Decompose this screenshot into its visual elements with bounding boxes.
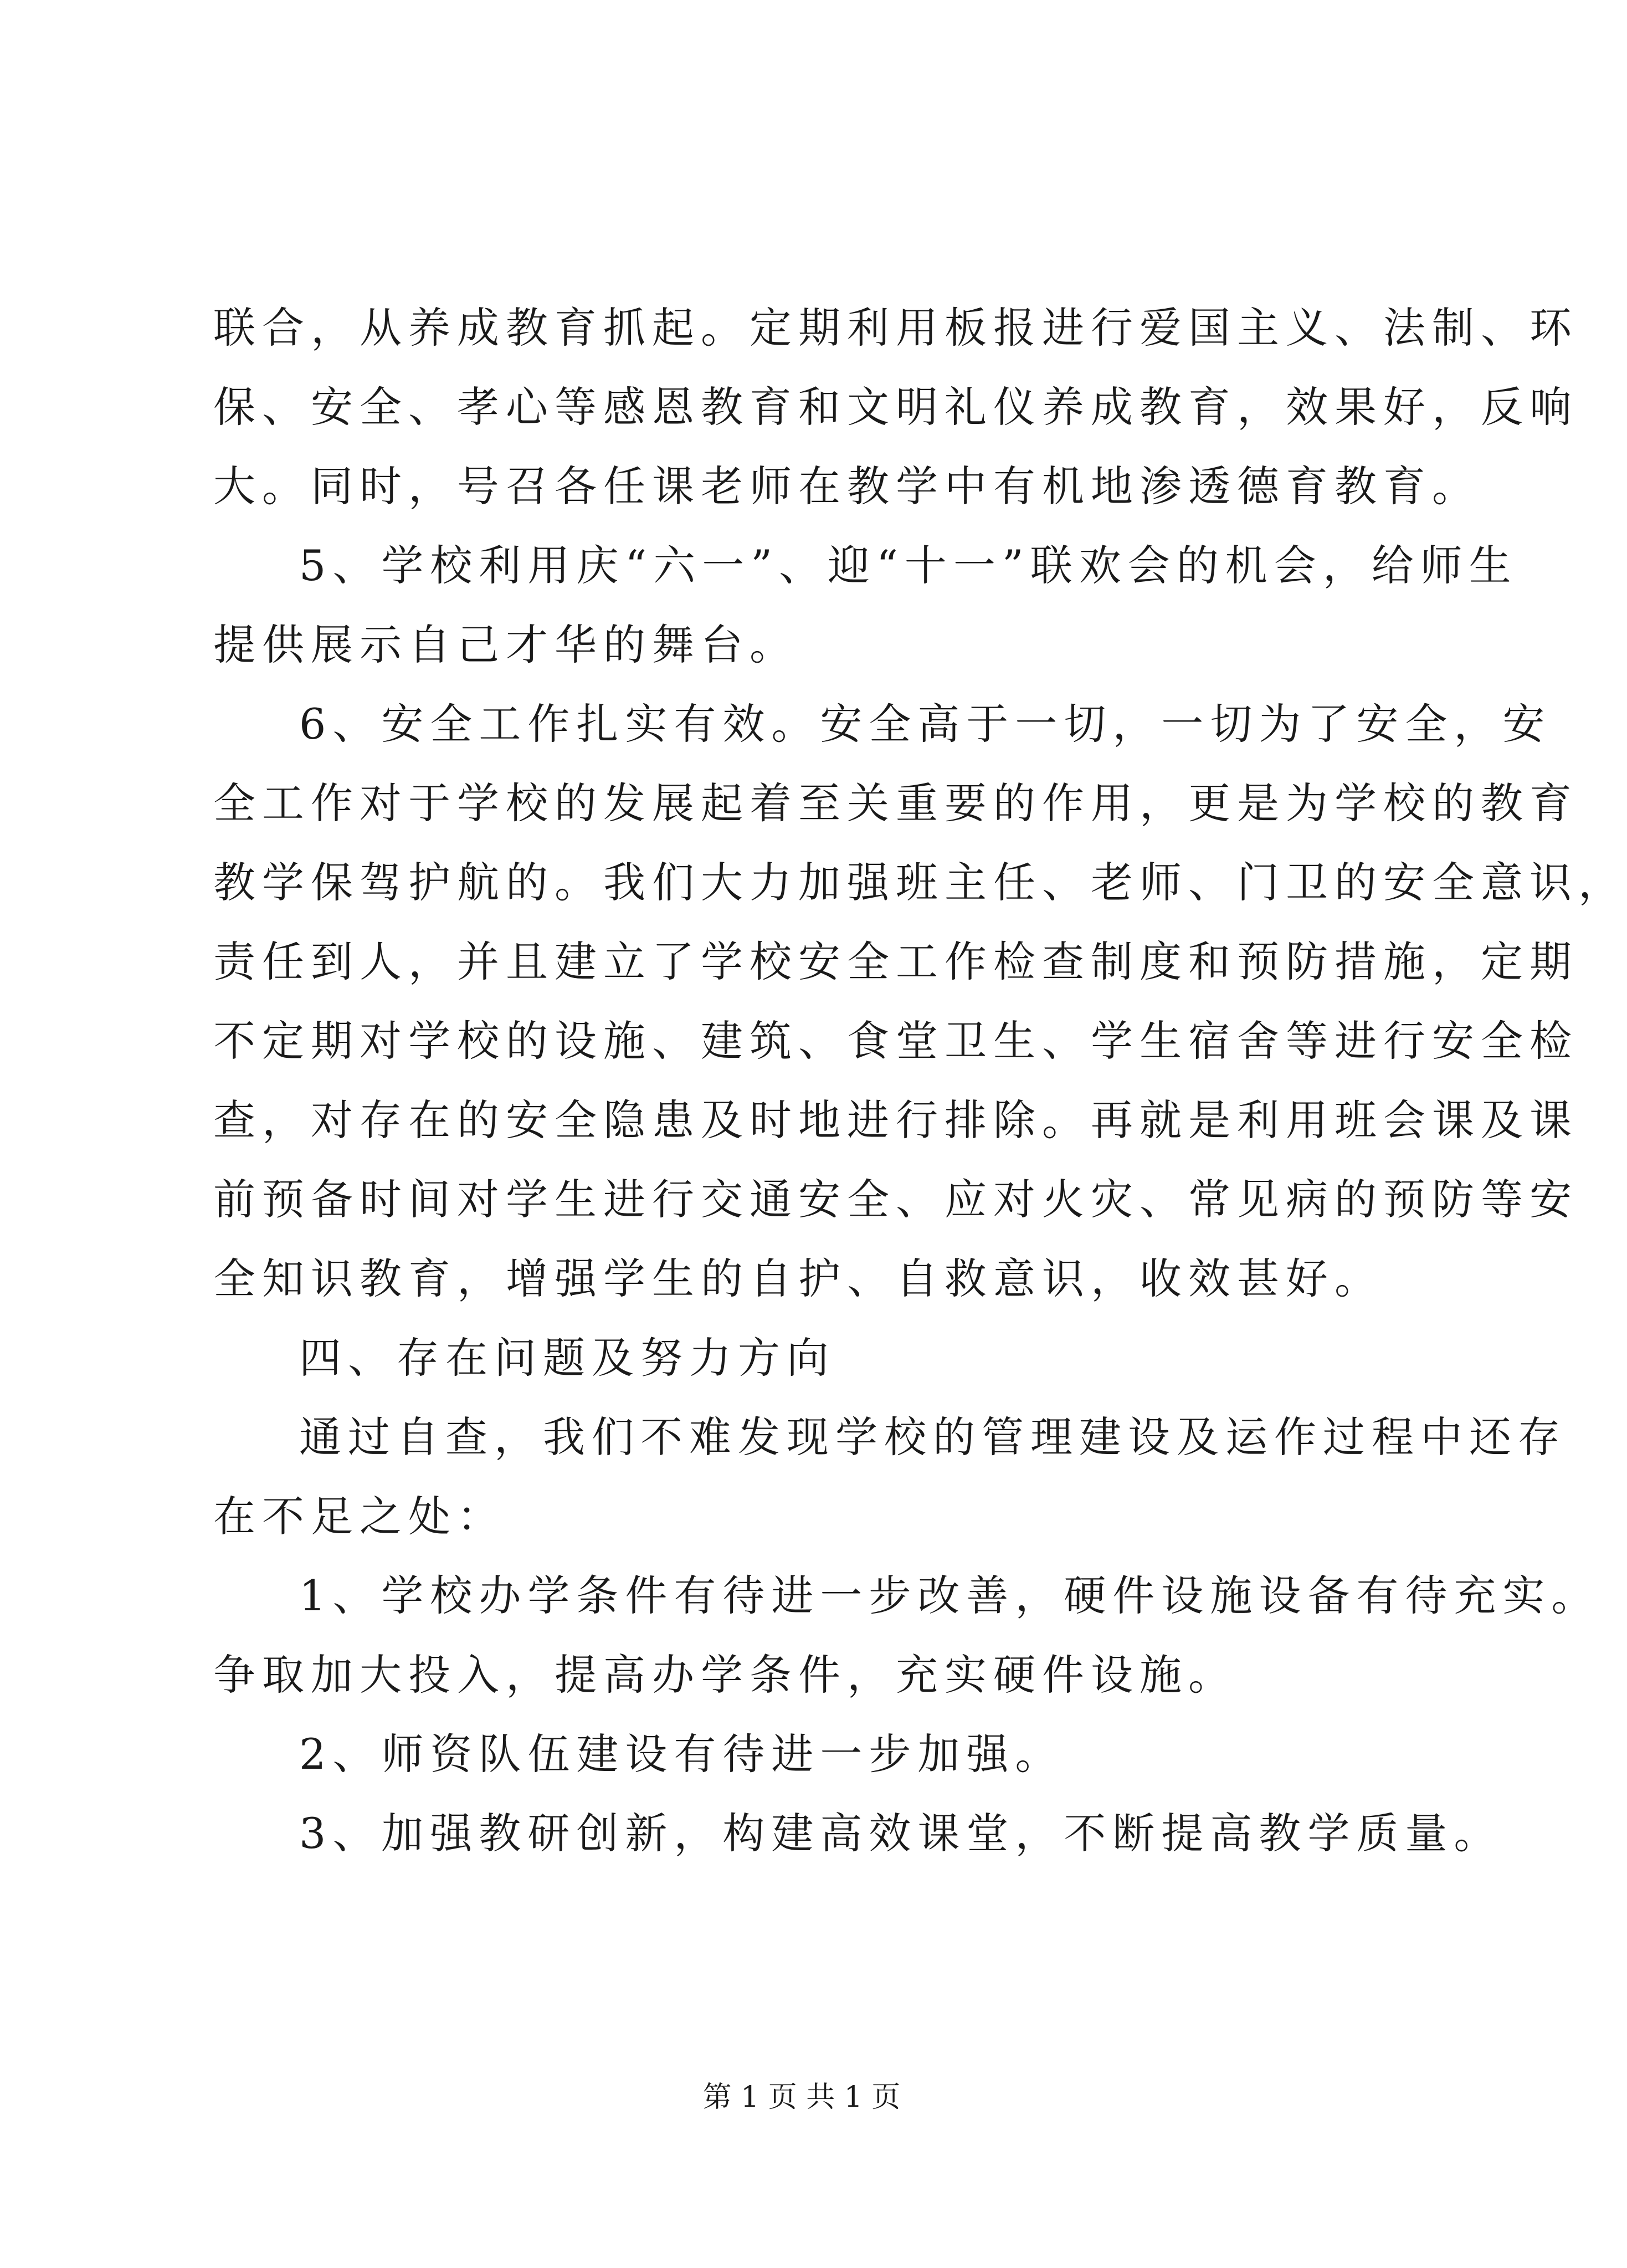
text-line: 查，对存在的安全隐患及时地进行排除。再就是利用班会课及课 xyxy=(213,1095,1578,1145)
section-heading: 四、存在问题及努力方向 xyxy=(299,1333,835,1383)
text-line: 责任到人，并且建立了学校安全工作检查制度和预防措施，定期 xyxy=(213,937,1578,986)
text-line: 不定期对学校的设施、建筑、食堂卫生、学生宿舍等进行安全检 xyxy=(213,1016,1578,1066)
document-body xyxy=(213,288,1627,1873)
page-footer: 第 1 页 共 1 页 xyxy=(702,2081,901,2114)
text-line: 6、安全工作扎实有效。安全高于一切，一切为了安全，安 xyxy=(299,699,1552,749)
text-line: 前预备时间对学生进行交通安全、应对火灾、常见病的预防等安 xyxy=(213,1175,1578,1224)
text-line: 全工作对于学校的发展起着至关重要的作用，更是为学校的教育 xyxy=(213,779,1578,828)
text-line: 教学保驾护航的。我们大力加强班主任、老师、门卫的安全意识， xyxy=(213,858,1627,907)
text-line: 争取加大投入，提高办学条件，充实硬件设施。 xyxy=(213,1650,1237,1699)
text-line: 在不足之处： xyxy=(213,1492,506,1541)
text-line: 3、加强教研创新，构建高效课堂，不断提高教学质量。 xyxy=(299,1809,1503,1858)
text-line: 全知识教育，增强学生的自护、自救意识，收效甚好。 xyxy=(213,1254,1383,1303)
text-line: 联合，从养成教育抓起。定期利用板报进行爱国主义、法制、环 xyxy=(213,303,1578,352)
text-line: 提供展示自己才华的舞台。 xyxy=(213,620,798,669)
text-line: 大。同时，号召各任课老师在教学中有机地渗透德育教育。 xyxy=(213,462,1481,511)
text-line: 2、师资队伍建设有待进一步加强。 xyxy=(299,1729,1064,1779)
text-line: 保、安全、孝心等感恩教育和文明礼仪养成教育，效果好，反响 xyxy=(213,382,1578,432)
text-line: 1、学校办学条件有待进一步改善，硬件设施设备有待充实。 xyxy=(299,1571,1600,1620)
text-line: 通过自查，我们不难发现学校的管理建设及运作过程中还存 xyxy=(299,1412,1567,1462)
text-line: 5、学校利用庆“六一”、迎“十一”联欢会的机会，给师生 xyxy=(299,541,1518,590)
